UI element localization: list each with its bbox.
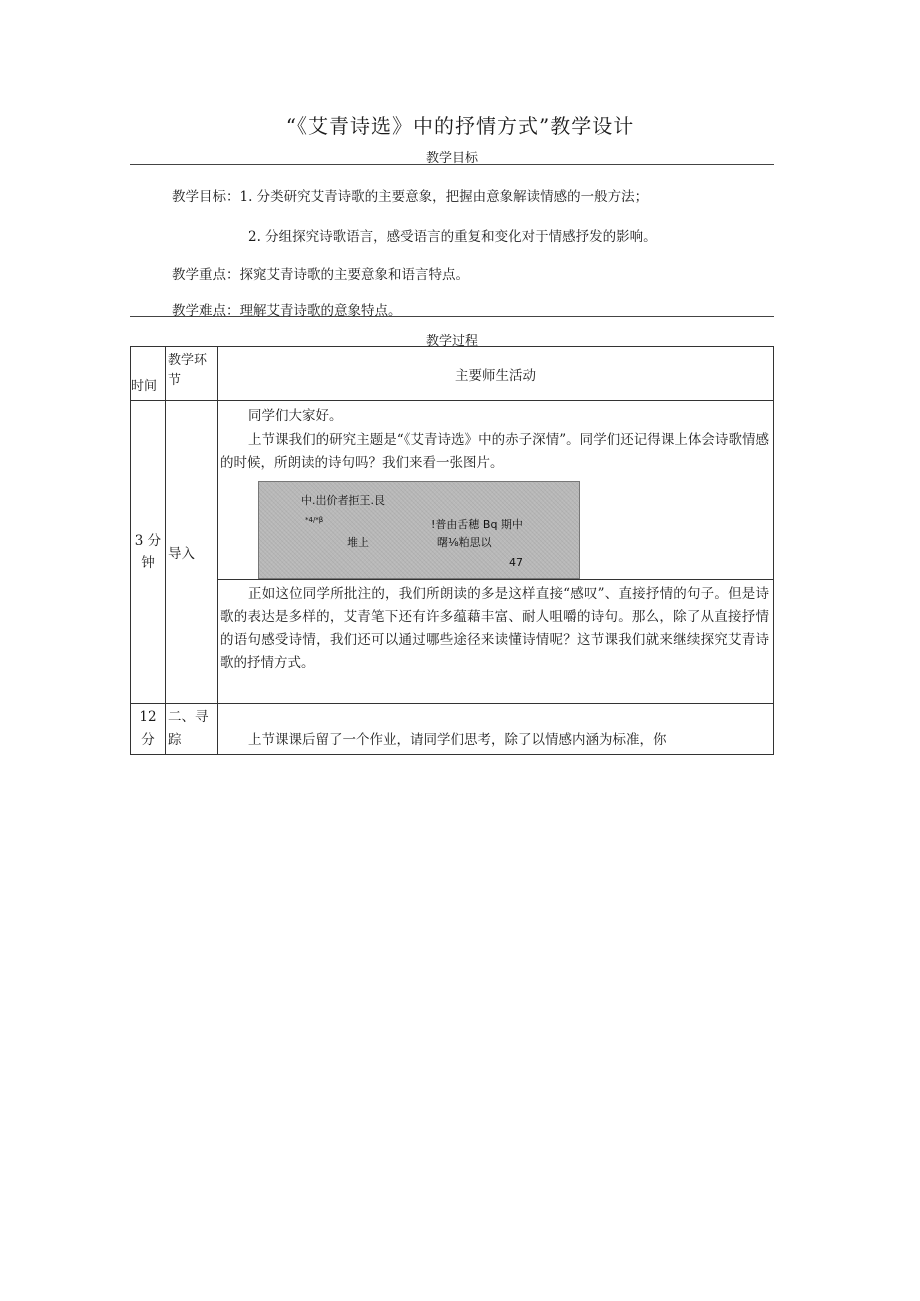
picture-text: 堆上 — [347, 536, 369, 549]
header-stage: 教学环节 — [166, 347, 218, 401]
divider — [130, 316, 774, 317]
annotated-poem-image — [258, 481, 580, 579]
key-point: 教学重点：探窕艾青诗歌的主要意象和语言特点。 — [172, 267, 469, 283]
process-table — [130, 346, 774, 755]
header-activity: 主要师生活动 — [218, 347, 774, 401]
row1-activity-bottom — [218, 580, 774, 704]
row1-activity-top — [218, 401, 774, 580]
row1-paragraph-2: 上节课我们的研究主题是“《艾青诗选》中的赤子深情”。同学们还记得课上体会诗歌情感的时候，所朗读的诗句吗？我们来看一张图片。 — [220, 432, 769, 471]
document-title: “《艾青诗选》中的抒情方式”教学设计 — [285, 114, 635, 138]
section-heading-process: 教学过程 — [425, 334, 478, 349]
goal-2: 2. 分组探究诗歌语言，感受语言的重复和变化对于情感抒发的影响。 — [248, 229, 657, 245]
section-heading-goals: 教学目标 — [425, 151, 478, 166]
picture-text: *4/*β — [305, 516, 324, 524]
picture-text: 曙⅛粕思以 — [437, 536, 492, 549]
picture-text: 中.岀价者拒王.艮 — [301, 494, 385, 507]
row1-stage: 导入 — [166, 401, 218, 704]
row2-activity — [218, 704, 774, 755]
difficulty: 教学难点：理解艾青诗歌的意象特点。 — [172, 303, 402, 319]
table-row — [131, 704, 774, 755]
table-row — [131, 401, 774, 580]
row1-greeting: 同学们大家好。 — [248, 408, 343, 424]
goal-1: 教学目标：1. 分类研究艾青诗歌的主要意象，把握由意象解读情感的一般方法； — [172, 189, 649, 205]
row2-time: 12 分 — [131, 704, 166, 755]
row2-paragraph-1: 上节课课后留了一个作业，请同学们思考，除了以情感内涵为标准，你 — [248, 732, 667, 748]
picture-text: !普由舌穂 Bq 期中 — [431, 518, 523, 531]
header-time: 时间 — [131, 347, 166, 401]
row2-stage: 二、寻踪 — [166, 704, 218, 755]
row1-paragraph-3: 正如这位同学所批注的，我们所朗读的多是这样直接“感叹”、直接抒情的句子。但是诗歌的表达是多样的，艾青笔下还有许多蕴藉丰富、耐人咀嚼的诗句。那么，除了从直接抒情的语句感受诗情，我们还可以通过哪些途径来读懂诗情呢？这节课我们就来继续探究艾青诗歌的抒情方式。 — [220, 586, 769, 671]
table-row — [131, 580, 774, 704]
picture-text: 47 — [509, 556, 523, 569]
row1-time: 3 分钟 — [131, 401, 166, 704]
table-header-row — [131, 347, 774, 401]
